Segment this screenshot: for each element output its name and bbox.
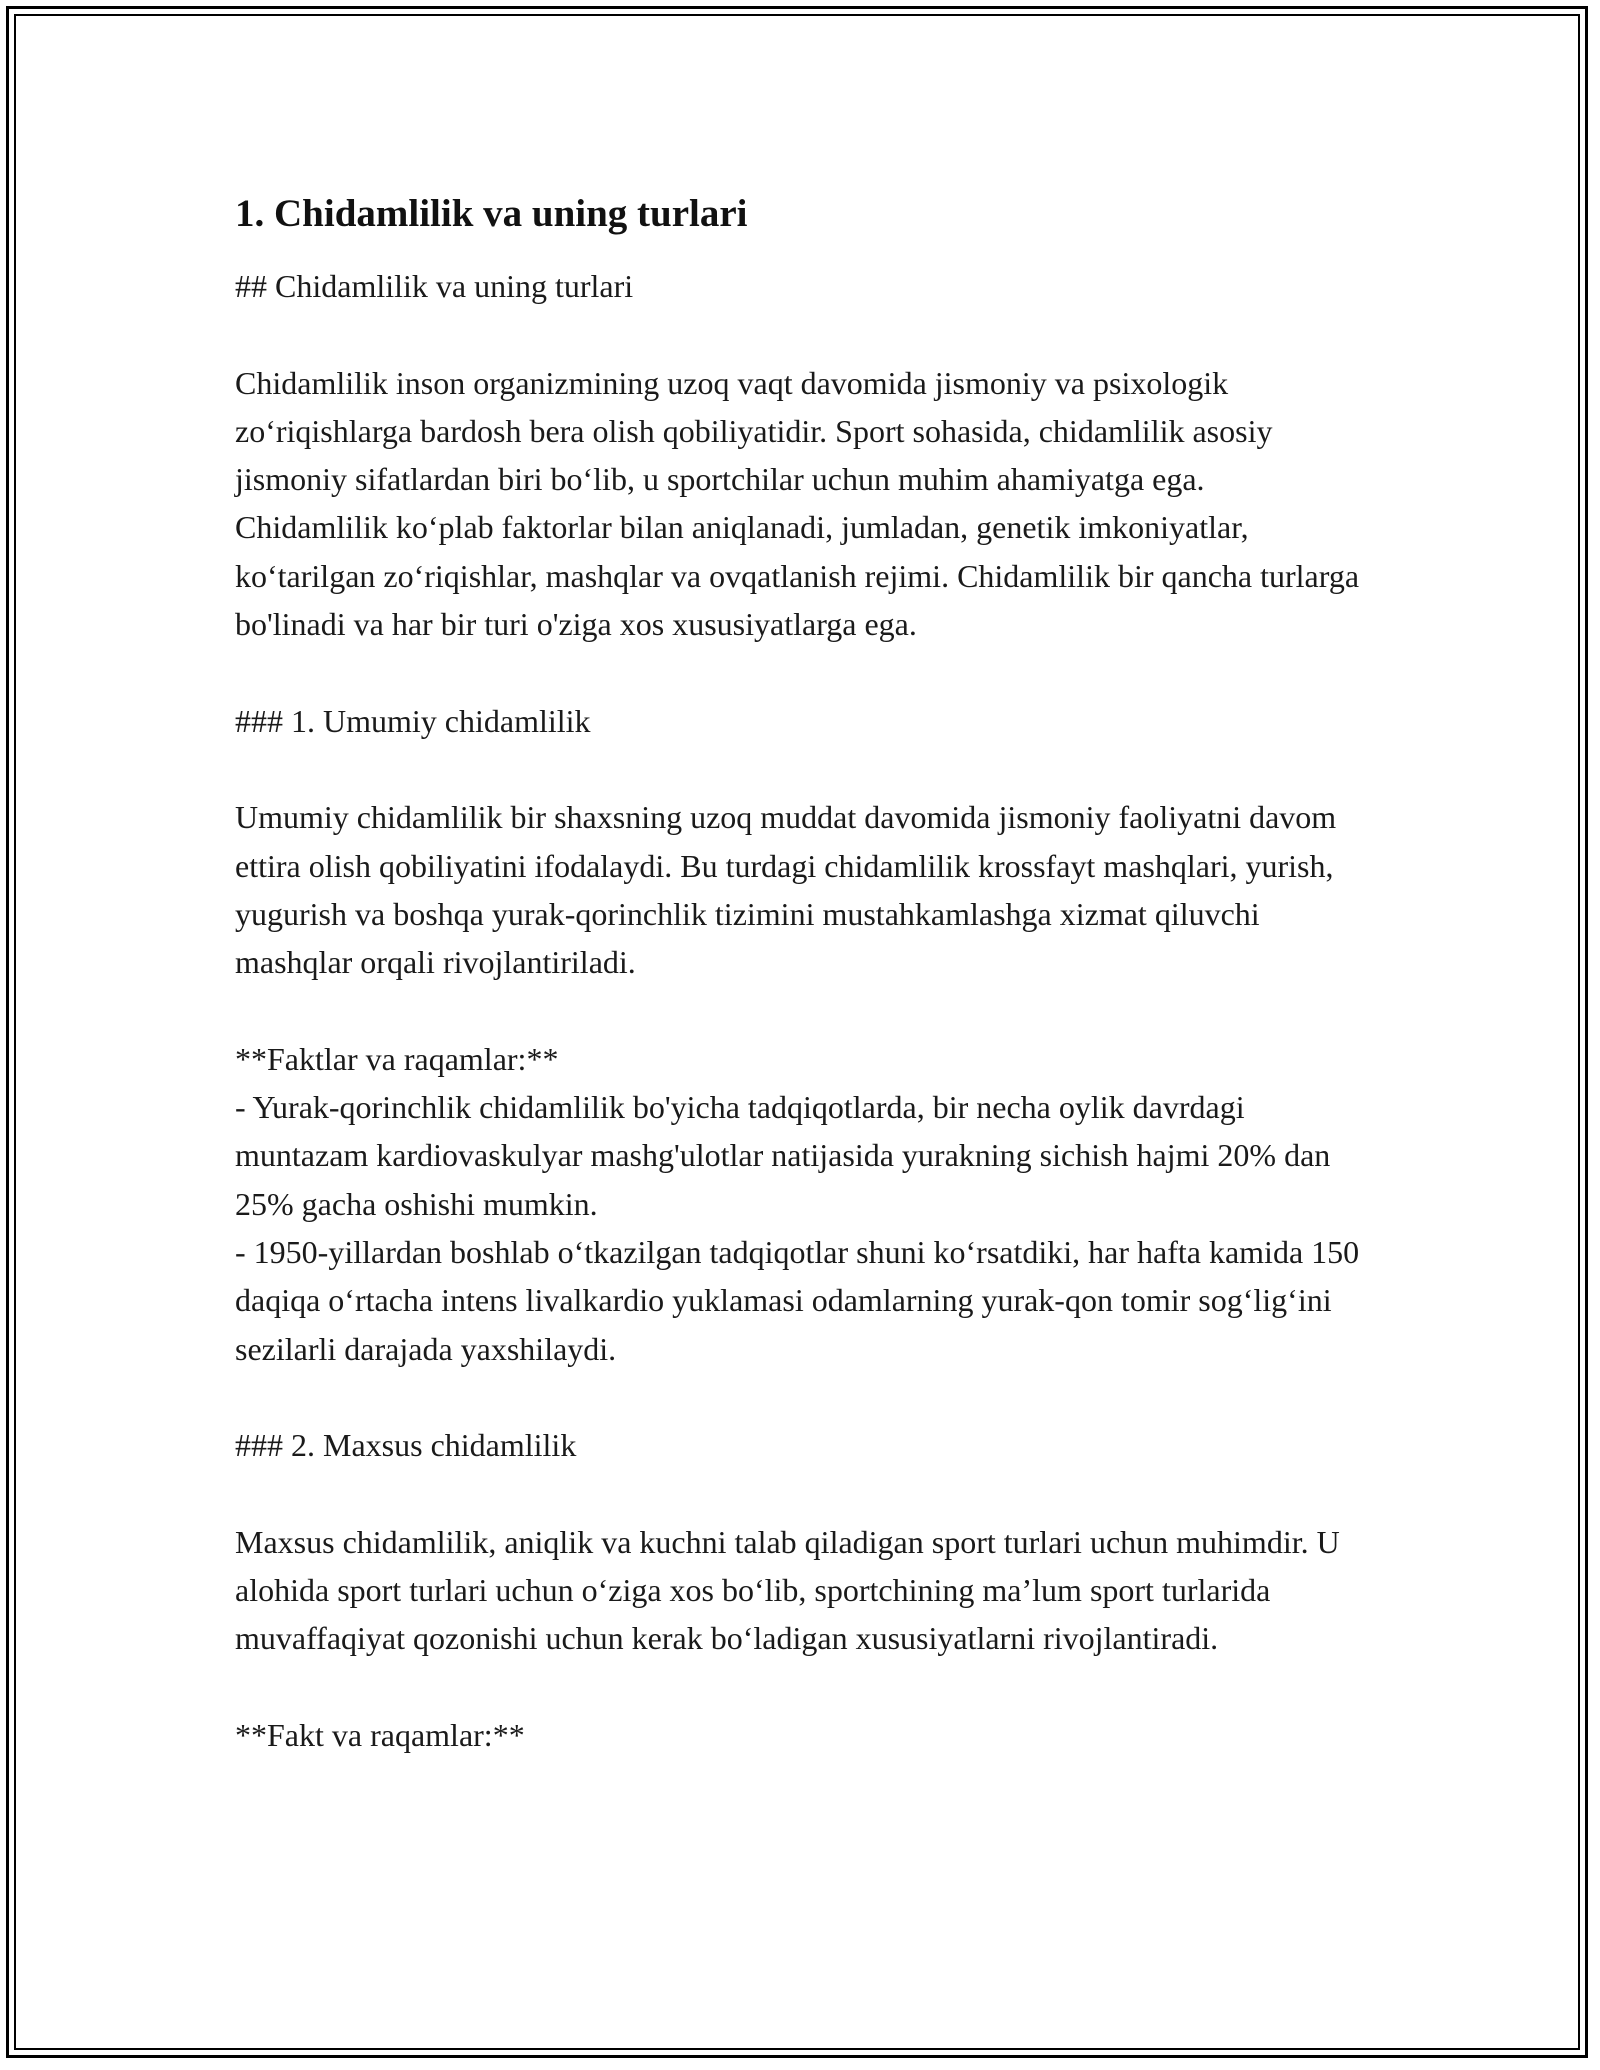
blank-line <box>235 986 1365 1034</box>
blank-line <box>235 745 1365 793</box>
document-body <box>235 185 1365 1759</box>
blank-line <box>235 1663 1365 1711</box>
intro-paragraph: Chidamlilik inson organizmining uzoq vaqt davomida jismoniy va psixologik zo‘riqishlarga bardosh bera olish qobiliyatidir. Sport sohasida, chidamlilik asosiy jismoniy sifatlardan biri bo‘lib, u sportchilar uchun muhim ahamiyatga ega. Chidamlilik ko‘plab faktorlar bilan aniqlanadi, jumladan, genetik imkoniyatlar, ko‘tarilgan zo‘riqishlar, mashqlar va ovqatlanish rejimi. Chidamlilik bir qancha turlarga bo'linadi va har bir turi o'ziga xos xususiyatlarga ega. <box>235 364 1360 643</box>
general-endurance-paragraph: Umumiy chidamlilik bir shaxsning uzoq muddat davomida jismoniy faoliyatni davom ettira olish qobiliyatini ifodalaydi. Bu turdagi chidamlilik krossfayt mashqlari, yurish, yugurish va boshqa yurak-qorinchlik tizimini mustahkamlashga xizmat qiluvchi mashqlar orqali rivojlantiriladi. <box>235 799 1337 981</box>
section-heading-general-endurance: ### 1. Umumiy chidamlilik <box>235 702 591 739</box>
blank-line <box>235 1373 1365 1421</box>
fact-list-item: - 1950-yillardan boshlab o‘tkazilgan tadqiqotlar shuni ko‘rsatdiki, har hafta kamida 150 daqiqa o‘rtacha intens livalkardio yuklamasi odamlarning yurak-qon tomir sog‘lig‘ini sezilarli darajada yaxshilaydi. <box>235 1233 1360 1367</box>
special-endurance-paragraph: Maxsus chidamlilik, aniqlik va kuchni talab qiladigan sport turlari uchun muhimdir. U alohida sport turlari uchun o‘ziga xos bo‘lib, sportchining ma’lum sport turlarida muvaffaqiyat qozonishi uchun kerak bo‘ladigan xususiyatlarni rivojlantiradi. <box>235 1523 1340 1657</box>
section-heading-special-endurance: ### 2. Maxsus chidamlilik <box>235 1427 577 1464</box>
facts-heading: **Faktlar va raqamlar:** <box>235 1040 559 1077</box>
blank-line <box>235 1469 1365 1517</box>
facts-heading: **Fakt va raqamlar:** <box>235 1716 525 1753</box>
document-title: 1. Chidamlilik va uning turlari <box>235 192 748 235</box>
blank-line <box>235 310 1365 358</box>
blank-line <box>235 648 1365 696</box>
markdown-heading-h2: ## Chidamlilik va uning turlari <box>235 268 634 304</box>
fact-list-item: - Yurak-qorinchlik chidamlilik bo'yicha tadqiqotlarda, bir necha oylik davrdagi muntazam kardiovaskulyar mashg'ulotlar natijasida yurakning sichish hajmi 20% dan 25% gacha oshishi mumkin. <box>235 1089 1331 1222</box>
